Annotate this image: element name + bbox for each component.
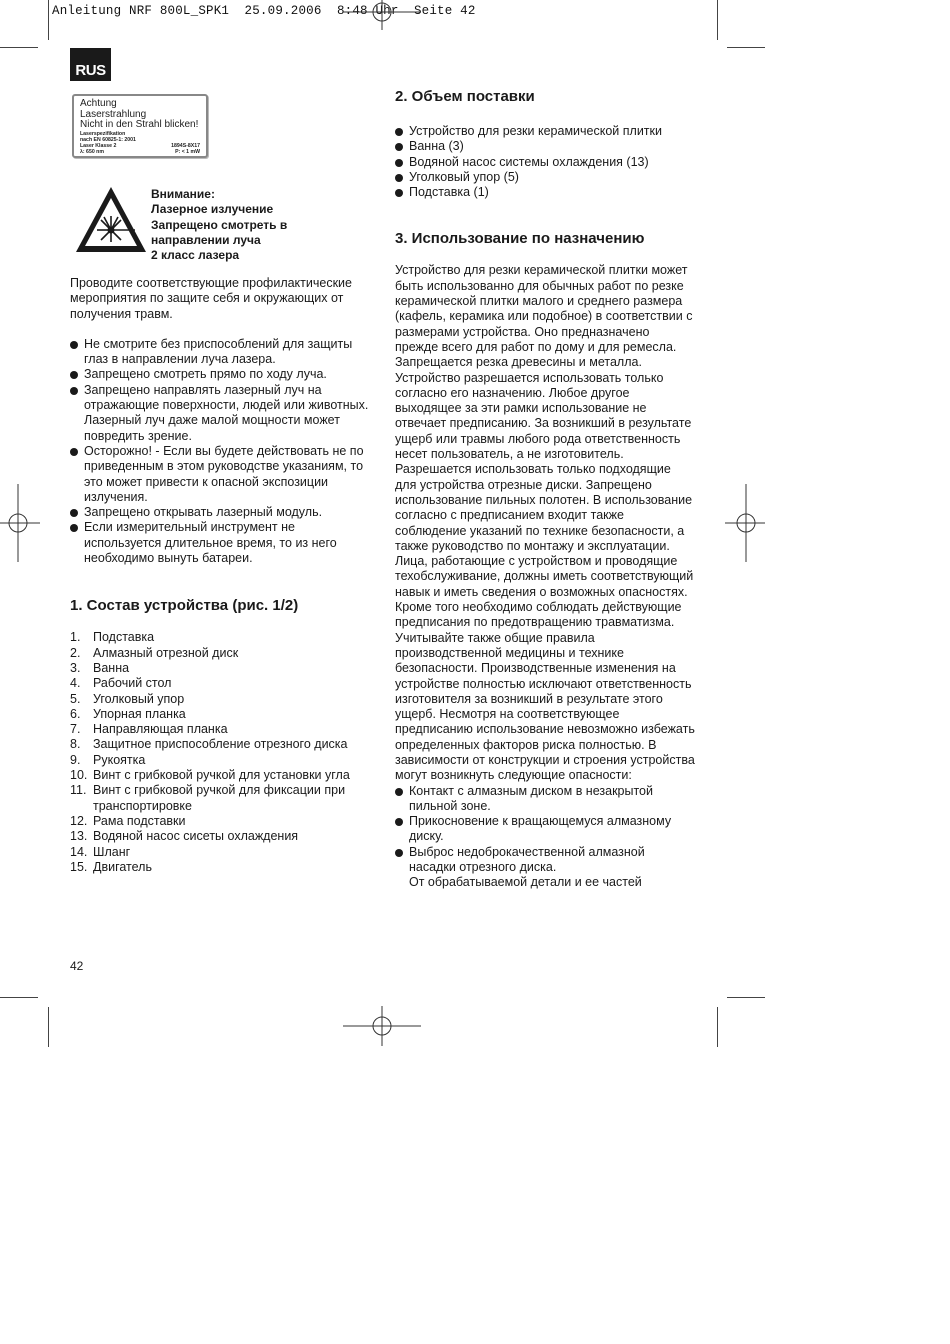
list-item: 8. Защитное приспособление отрезного диска [70, 737, 348, 752]
list-item: Запрещено открывать лазерный модуль. [70, 505, 370, 520]
list-item: 9. Рукоятка [70, 752, 146, 767]
usage-paragraph: Устройство для резки керамической плитки может быть использованно для обычных работ по резке керамической плитки малого и среднего размера (кафель, керамика или подобное) в соответствии с размерами устройства. Оно предназначено прежде всего для работ по дому и для ремесла. Запрещается резка древесины и металла. Устройство разрешается использовать только согласно его назначению. Любое другое выходящее за эти рамки использование не отвечает предписанию. За возникший в результате ущерб или травмы любого рода ответственность несет пользователь, а не изготовитель. Разрешается использовать только подходящие для устройства отрезные диски. Запрещено использование пильных полотен. В использование согласно с предписанием входит также соблюдение указаний по технике безопасности, а также руководство по монтажу и эксплуатации. Лица, работающие с устройством и проводящие техобслуживание, должны иметь соответствующий навык и иметь сведения о возможных опасностях. Кроме того необходимо соблюдать действующие предписания по предотвращению травматизма. Учитывайте также общие правила производственной медицины и технике безопасности. Производственные изменения на устройстве полностью исключают ответственность изготовителя за возникший в результате этого ущерб. Несмотря на соответствующее предписанию использование невозможно избежать определенных факторов риска полностью. В зависимости от конструкции и строения устройства могут возникнуть следующие опасности: [395, 263, 695, 783]
list-item: 11. Винт с грибковой ручкой для фиксации при транспортировке [70, 783, 346, 813]
warning-line: Лазерное излучение [151, 202, 274, 217]
list-item: Запрещено направлять лазерный луч на отражающие поверхности, людей или животных. Лазерный луч даже малой мощности может повредить зрение. [70, 383, 370, 444]
label-spec: Laserspezifikation [80, 130, 126, 137]
registration-mark-bottom [343, 1006, 421, 1046]
left-column [70, 276, 370, 875]
list-item: 12. Рама подставки [70, 813, 186, 828]
section-heading: 3. Использование по назначению [395, 230, 645, 248]
list-item: Запрещено смотреть прямо по ходу луча. [70, 367, 370, 382]
crop-mark [48, 0, 49, 40]
registration-mark-top [343, 0, 421, 30]
language-badge: RUS [70, 48, 111, 81]
crop-mark [0, 997, 38, 998]
right-column [395, 88, 695, 891]
list-item: 7. Направляющая планка [70, 722, 228, 737]
list-item: 13. Водяной насос сисеты охлаждения [70, 829, 299, 844]
components-list [70, 630, 370, 875]
warning-line: Запрещено смотреть в [151, 217, 288, 232]
section-heading: 2. Объем поставки [395, 88, 535, 105]
crop-mark [717, 1007, 718, 1047]
label-spec: nach EN 60825-1: 2001 [80, 136, 136, 143]
list-item: Прикосновение к вращающемуся алмазному диску. [395, 814, 695, 845]
warning-line: направлении луча [151, 232, 261, 247]
safety-intro: Проводите соответствующие профилактические мероприятия по защите себя и окружающих от получения травм. [70, 276, 352, 321]
list-item: Устройство для резки керамической плитки [395, 124, 695, 139]
label-line: Laserstrahlung [80, 108, 147, 120]
warning-line: 2 класс лазера [151, 248, 240, 263]
list-item: 14. Шланг [70, 844, 131, 859]
label-line: Achtung [80, 98, 117, 109]
hazard-list [395, 784, 695, 876]
list-item: 6. Упорная планка [70, 706, 186, 721]
print-header: Anleitung NRF 800L_SPK1 25.09.2006 8:48 Uhr Seite 42 [52, 4, 476, 18]
crop-mark [717, 0, 718, 40]
crop-mark [48, 1007, 49, 1047]
crop-mark [0, 47, 38, 48]
list-item: Осторожно! - Если вы будете действовать не по приведенным в этом руководстве указаниям, то это может привести к опасной экспозиции излучения. [70, 444, 370, 505]
label-spec: Laser Klasse 2 [80, 142, 117, 149]
list-item: Ванна (3) [395, 139, 695, 154]
laser-hazard-icon [73, 184, 149, 256]
list-item: 1. Подставка [70, 630, 155, 645]
list-item: Выброс недоброкачественной алмазной насадки отрезного диска. [395, 845, 695, 876]
laser-warning-label [72, 94, 208, 158]
list-item: Не смотрите без приспособлений для защиты глаз в направлении луча лазера. [70, 337, 370, 368]
list-item: 5. Уголковый упор [70, 691, 185, 706]
label-spec: λ: 650 nm [80, 148, 104, 155]
label-spec-row [80, 149, 200, 155]
section-heading: 1. Состав устройства (рис. 1/2) [70, 597, 299, 615]
registration-mark-right [725, 484, 765, 562]
list-item: 4. Рабочий стол [70, 676, 172, 691]
list-item: Уголковый упор (5) [395, 170, 695, 185]
list-item: Подставка (1) [395, 185, 695, 200]
laser-hazard-warning [73, 184, 373, 263]
list-item: Водяной насос системы охлаждения (13) [395, 155, 695, 170]
list-item: 3. Ванна [70, 660, 130, 675]
list-item: 2. Алмазный отрезной диск [70, 645, 239, 660]
list-item: 15. Двигатель [70, 859, 152, 874]
safety-bullet-list [70, 337, 370, 566]
warning-line: Внимание: [151, 187, 215, 201]
continued-text: От обрабатываемой детали и ее частей [409, 875, 642, 890]
list-item: Если измерительный инструмент не используется длительное время, то из него необходимо вынуть батареи. [70, 520, 370, 566]
crop-mark [727, 997, 765, 998]
page-number: 42 [70, 959, 84, 973]
label-spec: P: < 1 mW [175, 148, 200, 155]
label-line: Nicht in den Strahl blicken! [80, 119, 199, 130]
crop-mark [727, 47, 765, 48]
delivery-list [395, 124, 695, 200]
registration-mark-left [0, 484, 40, 562]
list-item: Контакт с алмазным диском в незакрытой пильной зоне. [395, 784, 695, 815]
label-spec: 1894S-8X17 [171, 142, 200, 149]
list-item: 10. Винт с грибковой ручкой для установки угла [70, 768, 350, 783]
